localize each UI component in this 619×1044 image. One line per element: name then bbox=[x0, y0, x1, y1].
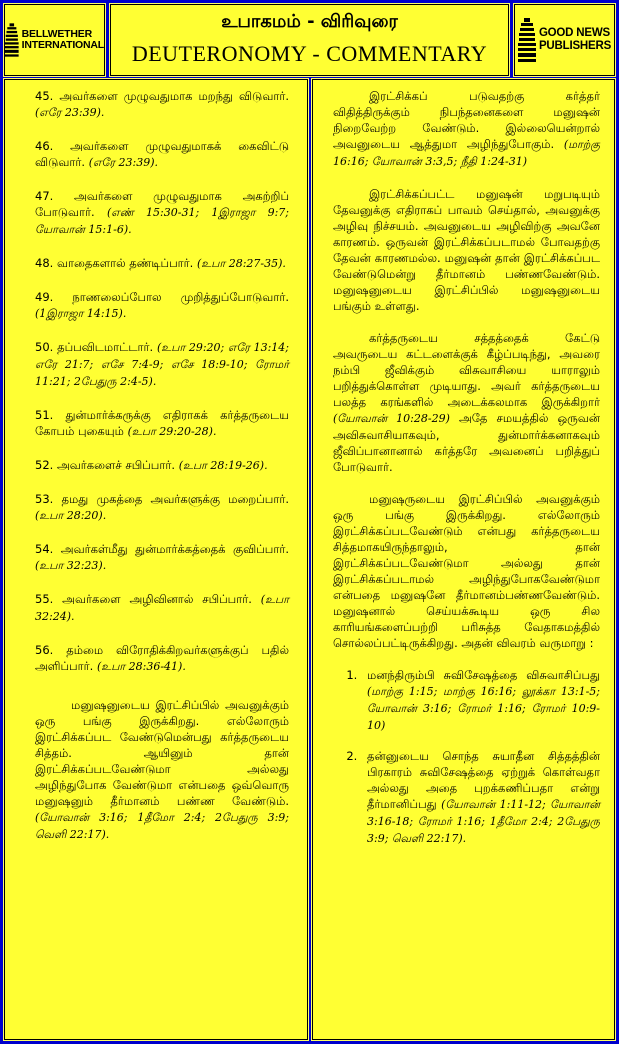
bellwether-logo bbox=[4, 4, 105, 76]
list-item bbox=[35, 541, 289, 574]
scripture-ref: (உபா 32:23). bbox=[35, 559, 107, 572]
list-item bbox=[35, 255, 289, 272]
numbered-list bbox=[333, 667, 600, 847]
item-text: 50. தப்பவிடமாட்டார். bbox=[35, 340, 157, 354]
book-stack-icon bbox=[518, 18, 536, 62]
scripture-ref: (உபா 32:24). bbox=[35, 593, 289, 623]
scripture-ref: (மாற்கு 16:16; யோவான் 3:3,5; நீதி 1:24-31) bbox=[333, 138, 600, 168]
item-text: மனந்திரும்பி சுவிசேஷத்தை விசுவாசிப்பது bbox=[367, 668, 600, 682]
list-item bbox=[35, 138, 289, 171]
scripture-ref: (உபா 28:19-26). bbox=[178, 459, 268, 472]
item-text: 47. அவர்களை முழுவதுமாக அகற்றிப் போடுவார். bbox=[35, 189, 289, 219]
title-banner bbox=[110, 4, 509, 76]
good-news-publishers-logo bbox=[514, 4, 615, 76]
left-column bbox=[4, 79, 308, 1040]
scripture-ref: (உபா 29:20; எரே 13:14; எரே 21:7; எசே 7:4-9; எசே 18:9-10; ரோமர் 11:21; 2பேதுரு 2:4-5). bbox=[35, 341, 289, 388]
paragraph bbox=[333, 88, 600, 170]
gnp-logo-line2: PUBLISHERS bbox=[538, 40, 612, 52]
paragraph-text: இரட்சிக்கப்பட்ட மனுஷன் மறுபடியும் தேவனுக்கு எதிராகப் பாவம் செய்தால், அவனுக்கு அழிவு நிச்சயம். அவனுடைய அழிவிற்கு அவனே காரணம். ஒருவன் இரட்சிக்கப்படாமல் போவதற்கு தேவன் காரணமல்ல. மனுஷன் தான் இரட்சிக்கப்பட வேண்டுமென்று தீர்மானம் பண்ணவேண்டும். மனுஷனுடைய இரட்சிப்பில் மனுஷனுடைய பங்கும் உள்ளது. bbox=[333, 187, 600, 313]
item-text: 53. தமது முகத்தை அவர்களுக்கு மறைப்பார். bbox=[35, 492, 289, 506]
list-item bbox=[361, 748, 600, 847]
item-text: 46. அவர்களை முழுவதுமாகக் கைவிட்டு விடுவார். bbox=[35, 139, 289, 169]
scripture-ref: (எரே 23:39). bbox=[35, 106, 105, 119]
gnp-logo-line1: GOOD NEWS bbox=[538, 27, 610, 39]
item-text: 45. அவர்களை முழுவதுமாக மறந்து விடுவார். bbox=[35, 89, 289, 103]
item-text: 55. அவர்களை அழிவினால் சபிப்பார். bbox=[35, 592, 261, 606]
item-text: 51. துன்மார்க்கருக்கு எதிராகக் கர்த்தருடைய கோபம் புகையும் bbox=[35, 408, 289, 438]
list-item bbox=[35, 88, 289, 121]
list-item bbox=[35, 642, 289, 675]
item-text: 52. அவர்களைச் சபிப்பார். bbox=[35, 458, 179, 472]
list-item bbox=[35, 407, 289, 440]
item-text: 48. வாதைகளால் தண்டிப்பார். bbox=[35, 256, 197, 270]
paragraph bbox=[333, 491, 600, 651]
paragraph-text: இரட்சிக்கப் படுவதற்கு கர்த்தர் விதித்திருக்கும் நிபந்தனைகளை மனுஷன் நிறைவேற்ற வேண்டும். இல்லையென்றால் அவனுடைய ஆத்துமா அழிந்துபோகும். bbox=[333, 89, 600, 151]
scripture-ref: (உபா 28:20). bbox=[35, 509, 107, 522]
paragraph-text: மனுஷனுடைய இரட்சிப்பில் அவனுக்கும் ஒரு பங்கு இருக்கிறது. எல்லோரும் இரட்சிக்கப்பட வேண்டுமென்பது கர்த்தருடைய சித்தம். ஆயினும் தான் இரட்சிக்கப்படவேண்டுமா அல்லது அழிந்துபோக வேண்டுமா என்பதை ஒவ்வொரு மனுஷனும் தீர்மானம் பண்ண வேண்டும். bbox=[35, 698, 289, 808]
list-item bbox=[35, 591, 289, 625]
scripture-ref: (உபா 28:27-35). bbox=[197, 257, 286, 270]
right-column bbox=[312, 79, 615, 1040]
scripture-ref: (எரே 23:39). bbox=[88, 156, 159, 169]
title-english: DEUTERONOMY - COMMENTARY bbox=[131, 41, 488, 66]
bellwether-logo-line1: BELLWETHER bbox=[21, 28, 92, 40]
scripture-ref: (யோவான் 1:11-12; யோவான் 3:16-18; ரோமர் 1:16; 1தீமோ 2:4; 2பேதுரு 3:9; வெளி 22:17). bbox=[367, 798, 601, 845]
paragraph bbox=[333, 330, 600, 475]
scripture-ref: (உபா 29:20-28). bbox=[127, 425, 217, 438]
scripture-ref: (1இராஜா 14:15). bbox=[35, 307, 127, 320]
scripture-ref: (மாற்கு 1:15; மாற்கு 16:16; லூக்கா 13:1-5; யோவான் 3:16; ரோமர் 1:16; ரோமர் 10:9-10) bbox=[367, 685, 600, 732]
list-item bbox=[35, 339, 289, 390]
item-text: தன்னுடைய சொந்த சுயாதீன சித்தத்தின் பிரகாரம் சுவிசேஷத்தை ஏற்றுக் கொள்வதா அல்லது அதை புறக்கணிப்பதா என்று தீர்மானிப்பது bbox=[367, 749, 600, 811]
list-item bbox=[35, 289, 289, 322]
list-item bbox=[35, 457, 289, 474]
closing-paragraph bbox=[35, 697, 289, 843]
item-text: 49. நாணலைப்போல முறித்துப்போடுவார். bbox=[35, 290, 289, 304]
scripture-ref: (யோவான் 10:28-29) bbox=[333, 412, 450, 425]
list-item bbox=[361, 667, 600, 734]
title-tamil: உபாகமம் - விரிவுரை bbox=[221, 11, 398, 32]
book-stack-icon bbox=[5, 18, 19, 62]
scripture-ref: (உபா 28:36-41). bbox=[96, 660, 186, 673]
bellwether-logo-line2: INTERNATIONAL bbox=[21, 39, 104, 51]
paragraph-text-continued: அதே சமயத்தில் ஒருவன் அவிசுவாசியாகவும், துன்மார்க்கனாகவும் ஜீவிப்பானானால் கர்த்தரே அவனைப் பறித்துப் போடுவார். bbox=[333, 411, 600, 474]
scripture-ref: (யோவான் 3:16; 1தீமோ 2:4; 2பேதுரு 3:9; வெளி 22:17). bbox=[35, 811, 289, 841]
list-item bbox=[35, 491, 289, 524]
scripture-ref: (எண் 15:30-31; 1இராஜா 9:7; யோவான் 15:1-6). bbox=[35, 206, 289, 236]
paragraph-text: மனுஷருடைய இரட்சிப்பில் அவனுக்கும் ஒரு பங்கு இருக்கிறது. எல்லோரும் இரட்சிக்கப்படவேண்டும் என்பது கர்த்தருடைய சித்தமாகயிருந்தாலும், தான் இரட்சிக்கப்படவேண்டுமா அல்லது தான் இரட்சிக்கப்படாமல் அழிந்துபோகவேண்டுமா என்பதை மனுஷனே தீர்மானம்பண்ணவேண்டும். மனுஷனால் செய்யக்கூடிய ஒரு சில காரியங்களைப்பற்றி பரிசுத்த வேதாகமத்தில் சொல்லப்பட்டிருக்கிறது. அதன் விவரம் வருமாறு : bbox=[333, 492, 600, 650]
paragraph bbox=[333, 186, 600, 314]
item-text: 54. அவர்கள்மீது துன்மார்க்கத்தைக் குவிப்பார். bbox=[35, 542, 289, 556]
list-item bbox=[35, 188, 289, 238]
item-text: 56. தம்மை விரோதிக்கிறவர்களுக்குப் பதில் அளிப்பார். bbox=[35, 643, 289, 673]
paragraph-text: கர்த்தருடைய சத்தத்தைக் கேட்டு அவருடைய கட்டளைக்குக் கீழ்ப்படிந்து, அவரை நம்பி ஜீவிக்கும் விசுவாசியை யாராலும் பறித்துக்கொள்ள முடியாது. அவர் கர்த்தருடைய பலத்த கரங்களில் அடைக்கலமாக இருக்கிறார் bbox=[333, 331, 600, 409]
